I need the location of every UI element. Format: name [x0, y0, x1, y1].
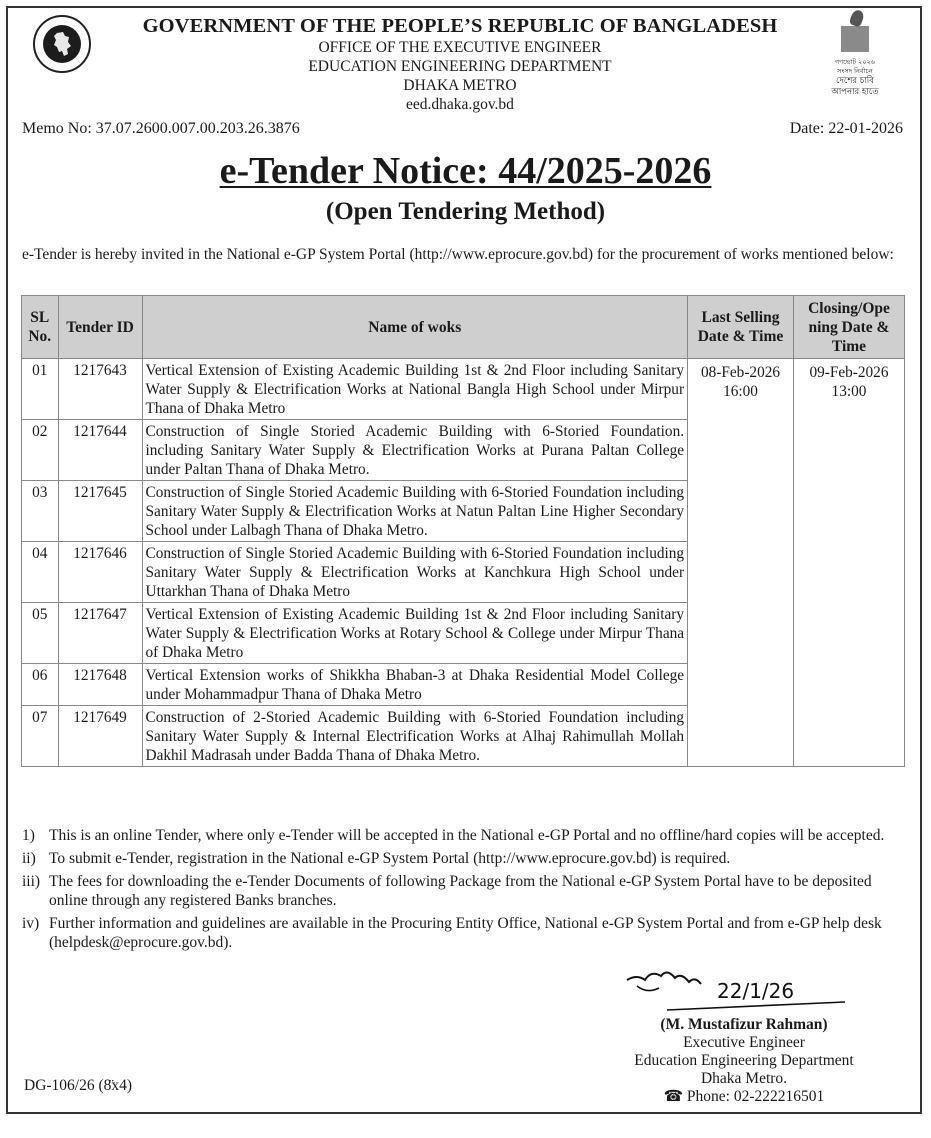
tender-table [21, 295, 905, 767]
website: eed.dhaka.gov.bd [406, 96, 514, 113]
tender-id-cell: 1217644 [58, 420, 142, 481]
work-name-cell: Construction of 2-Storied Academic Building with 6-Storied Foundation including Sanitary Water Supply & Internal Electrification Works at Alhaj Rahimullah Mollah Dakhil Madrasah under Badda Thana of Dhaka Metro. [142, 706, 688, 767]
work-name-cell: Construction of Single Storied Academic Building with 6-Storied Foundation including Sanitary Water Supply & Electrification Works at Natun Paltan Line Higher Secondary School under Lalbagh Thana of Dhaka Metro. [142, 481, 688, 542]
table-header-row [22, 296, 905, 359]
sl-cell: 05 [22, 603, 59, 664]
sl-cell: 04 [22, 542, 59, 603]
closing-date: 09-Feb-2026 [809, 364, 889, 381]
notice-title: e-Tender Notice: 44/2025-2026 [219, 150, 712, 192]
note-item: 1) This is an online Tender, where only e-Tender will be accepted in the National e-GP Portal and no offline/hard copies will be accepted. [22, 827, 885, 844]
note-item: iv) Further information and guidelines are available in the Procuring Entity Office, National e-GP System Portal and from e-GP help desk (helpdesk@eprocure.gov.bd). [22, 915, 882, 951]
last-selling-time: 16:00 [723, 383, 758, 400]
memo-date: Date: 22-01-2026 [789, 120, 903, 137]
tender-id-cell: 1217645 [58, 481, 142, 542]
work-name-cell: Vertical Extension of Existing Academic Building 1st & 2nd Floor including Sanitary Water Supply & Electrification Works at Rotary School & College under Mirpur Thana of Dhaka Metro [142, 603, 688, 664]
bangladesh-map-icon [51, 31, 73, 57]
tender-id-cell: 1217647 [58, 603, 142, 664]
phone-icon: ☎ [663, 1088, 684, 1105]
signatory-name: (M. Mustafizur Rahman) [660, 1016, 828, 1033]
work-name-cell: Vertical Extension of Existing Academic Building 1st & 2nd Floor including Sanitary Water Supply & Electrification Works at National Bangla High School under Mirpur Thana of Dhaka Metro [142, 359, 688, 420]
signatory-department: Education Engineering Department [634, 1052, 854, 1069]
header-tender-id: Tender ID [58, 296, 142, 359]
government-title: GOVERNMENT OF THE PEOPLE’S REPUBLIC OF BANGLADESH [142, 15, 778, 37]
signatory-block [600, 1016, 888, 1106]
sl-cell: 07 [22, 706, 59, 767]
tender-id-cell: 1217648 [58, 664, 142, 706]
note-item: ii) To submit e-Tender, registration in the National e-GP System Portal (http://www.eprocure.gov.bd) is required. [22, 850, 731, 867]
department-name: EDUCATION ENGINEERING DEPARTMENT [308, 58, 612, 75]
header-closing-opening: Closing/Ope ning Date & Time [793, 296, 904, 359]
header-last-selling: Last Selling Date & Time [688, 296, 794, 359]
ballot-box-icon [841, 26, 869, 52]
sl-cell: 06 [22, 664, 59, 706]
election-2026-logo [826, 12, 884, 114]
sl-cell: 02 [22, 420, 59, 481]
government-seal-icon [33, 15, 91, 73]
notice-subtitle: (Open Tendering Method) [325, 198, 606, 225]
last-selling-cell [688, 359, 794, 767]
tender-id-cell: 1217643 [58, 359, 142, 420]
election-slogan: গণভোট ২০২৬ সংসদ নির্বাচন দেশের চাবি আপনার হাতে [831, 58, 879, 97]
signatory-title: Executive Engineer [683, 1034, 805, 1051]
svg-text:22/1/26: 22/1/26 [717, 979, 795, 1003]
office-name: OFFICE OF THE EXECUTIVE ENGINEER [318, 39, 602, 56]
header-sl: SL No. [22, 296, 59, 359]
region-name: DHAKA METRO [403, 77, 517, 94]
notes-list [22, 826, 907, 956]
closing-cell [793, 359, 904, 767]
last-selling-date: 08-Feb-2026 [700, 364, 781, 381]
work-name-cell: Construction of Single Storied Academic Building with 6-Storied Foundation. including Sanitary Water Supply & Electrification Works at Purana Paltan College under Paltan Thana of Dhaka Metro. [142, 420, 688, 481]
tender-id-cell: 1217649 [58, 706, 142, 767]
signatory-location: Dhaka Metro. [700, 1070, 788, 1087]
header-name-of-works: Name of woks [142, 296, 688, 359]
table-row [22, 359, 905, 420]
dg-code: DG-106/26 (8̈x4) [24, 1077, 133, 1094]
tender-id-cell: 1217646 [58, 542, 142, 603]
memo-number: Memo No: 37.07.2600.007.00.203.26.3876 [22, 120, 300, 137]
letterhead [110, 14, 810, 114]
sl-cell: 01 [22, 359, 59, 420]
sl-cell: 03 [22, 481, 59, 542]
handwritten-signature [617, 966, 857, 1016]
work-name-cell: Construction of Single Storied Academic Building with 6-Storied Foundation including Sanitary Water Supply & Electrification Works at Kanchkura High School under Uttarkhan Thana of Dhaka Metro [142, 542, 688, 603]
note-item: iii) The fees for downloading the e-Tender Documents of following Package from the National e-GP System Portal have to be deposited online through any registered Banks branches. [22, 873, 872, 909]
work-name-cell: Vertical Extension works of Shikkha Bhaban-3 at Dhaka Residential Model College under Mohammadpur Thana of Dhaka Metro [142, 664, 688, 706]
closing-time: 13:00 [831, 383, 867, 400]
signatory-phone: ☎ Phone: 02-222216501 [663, 1088, 825, 1105]
intro-paragraph: e-Tender is hereby invited in the National e-GP System Portal (http://www.eprocure.gov.bd) for the procurement of works mentioned below: [22, 246, 894, 263]
